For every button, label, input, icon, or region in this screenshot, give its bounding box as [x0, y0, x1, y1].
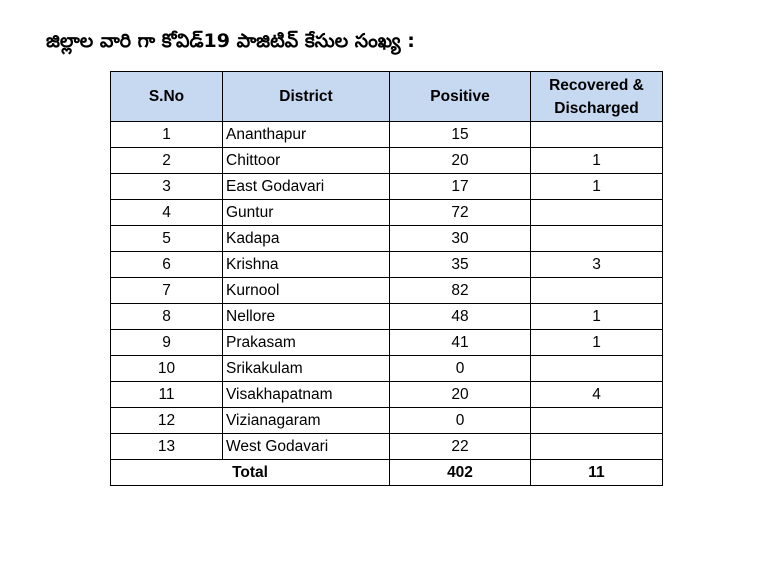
- cell-district: Prakasam: [223, 330, 390, 356]
- cell-sno: 11: [111, 382, 223, 408]
- table-row: [111, 148, 663, 174]
- table-row: [111, 434, 663, 460]
- cell-positive: 48: [390, 304, 531, 330]
- cell-sno: 7: [111, 278, 223, 304]
- table-row: [111, 278, 663, 304]
- cell-sno: 6: [111, 252, 223, 278]
- page-title: జిల్లాల వారి గా కోవిడ్19 పాజిటివ్ కేసుల సంఖ్య :: [46, 30, 415, 52]
- cell-district: Kurnool: [223, 278, 390, 304]
- cell-district: Vizianagaram: [223, 408, 390, 434]
- cell-recovered: 1: [531, 304, 663, 330]
- cell-positive: 41: [390, 330, 531, 356]
- cell-sno: 8: [111, 304, 223, 330]
- cell-positive: 17: [390, 174, 531, 200]
- table-row: [111, 252, 663, 278]
- header-recovered-line2: Discharged: [554, 99, 639, 117]
- cell-sno: 2: [111, 148, 223, 174]
- cell-recovered: 1: [531, 330, 663, 356]
- cell-recovered: [531, 226, 663, 252]
- table-row: [111, 330, 663, 356]
- header-row: [111, 72, 663, 122]
- cell-positive: 22: [390, 434, 531, 460]
- cell-district: Visakhapatnam: [223, 382, 390, 408]
- cell-district: Nellore: [223, 304, 390, 330]
- cell-positive: 0: [390, 356, 531, 382]
- table-row: [111, 304, 663, 330]
- cell-recovered: [531, 278, 663, 304]
- cell-sno: 10: [111, 356, 223, 382]
- cell-positive: 15: [390, 122, 531, 148]
- cell-sno: 13: [111, 434, 223, 460]
- total-row: [111, 460, 663, 486]
- cell-recovered: 1: [531, 148, 663, 174]
- header-sno: S.No: [111, 72, 223, 122]
- cell-district: Krishna: [223, 252, 390, 278]
- cell-recovered: [531, 356, 663, 382]
- cell-recovered: 4: [531, 382, 663, 408]
- cell-recovered: [531, 434, 663, 460]
- cell-positive: 72: [390, 200, 531, 226]
- cell-recovered: [531, 200, 663, 226]
- total-recovered: 11: [531, 460, 663, 486]
- cell-positive: 0: [390, 408, 531, 434]
- cell-district: Guntur: [223, 200, 390, 226]
- cell-sno: 9: [111, 330, 223, 356]
- cell-sno: 1: [111, 122, 223, 148]
- cell-recovered: [531, 122, 663, 148]
- cell-positive: 30: [390, 226, 531, 252]
- cell-district: West Godavari: [223, 434, 390, 460]
- cell-district: Srikakulam: [223, 356, 390, 382]
- cell-district: Chittoor: [223, 148, 390, 174]
- district-cases-table: [110, 71, 663, 486]
- table-row: [111, 382, 663, 408]
- table-row: [111, 122, 663, 148]
- cell-recovered: [531, 408, 663, 434]
- cell-district: Ananthapur: [223, 122, 390, 148]
- cell-positive: 20: [390, 148, 531, 174]
- cell-sno: 12: [111, 408, 223, 434]
- cell-district: East Godavari: [223, 174, 390, 200]
- table-row: [111, 174, 663, 200]
- table-row: [111, 226, 663, 252]
- cell-positive: 35: [390, 252, 531, 278]
- total-positive: 402: [390, 460, 531, 486]
- header-recovered-line1: Recovered &: [549, 76, 644, 94]
- header-positive: Positive: [390, 72, 531, 122]
- header-recovered: [531, 72, 663, 122]
- cell-sno: 3: [111, 174, 223, 200]
- total-label: Total: [111, 460, 390, 486]
- cell-positive: 82: [390, 278, 531, 304]
- cell-recovered: 1: [531, 174, 663, 200]
- cell-recovered: 3: [531, 252, 663, 278]
- table-row: [111, 200, 663, 226]
- cell-positive: 20: [390, 382, 531, 408]
- table-row: [111, 408, 663, 434]
- cell-district: Kadapa: [223, 226, 390, 252]
- cell-sno: 5: [111, 226, 223, 252]
- cell-sno: 4: [111, 200, 223, 226]
- header-district: District: [223, 72, 390, 122]
- table-row: [111, 356, 663, 382]
